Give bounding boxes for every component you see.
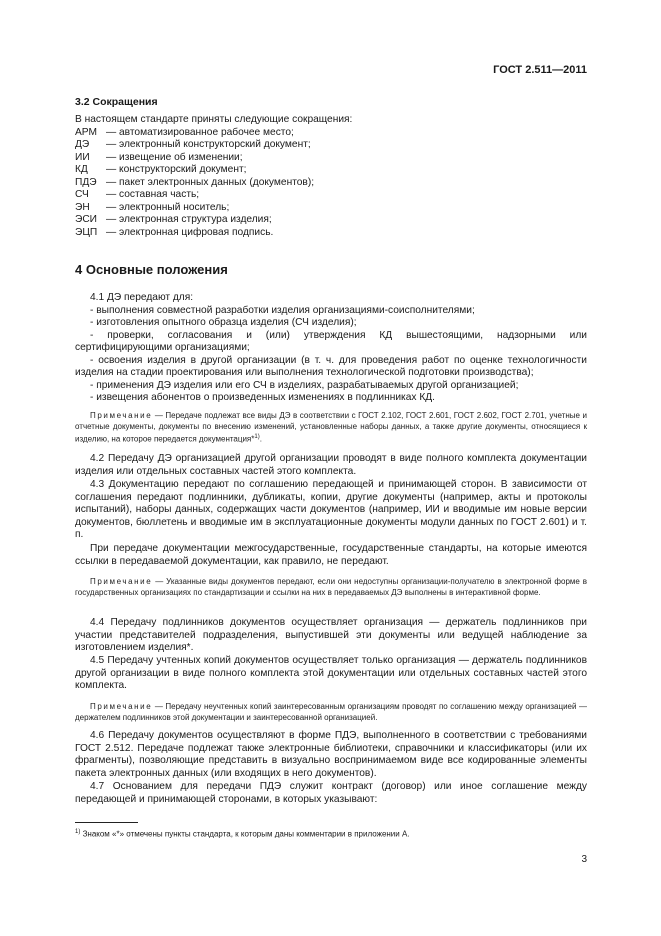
list-item: - освоения изделия в другой организации (в т. ч. для проведения работ по оценке технологичности изделия на стадии проектирования или выполнения технологической подготовки производства); bbox=[75, 354, 587, 378]
abbreviation-term: ПДЭ bbox=[75, 176, 97, 188]
footnote-mark: 1) bbox=[75, 829, 81, 835]
abbreviation-row bbox=[75, 127, 587, 140]
abbreviation-definition: — электронный конструкторский документ; bbox=[106, 139, 311, 150]
list-item: - применения ДЭ изделия или его СЧ в изделиях, разрабатываемых другой организацией; bbox=[90, 379, 519, 391]
abbreviation-term: ЭЦП bbox=[75, 226, 98, 238]
clause-text: 4.7 Основанием для передачи ПДЭ служит контракт (договор) или иное соглашение между передающей и принимающей сторонами, в которых указывают: bbox=[75, 781, 587, 805]
section-3-2 bbox=[75, 96, 587, 239]
abbreviation-row bbox=[75, 139, 587, 152]
list-item: - проверки, согласования и (или) утверждения КД вышестоящими, надзорными или сертифицирующими организациями; bbox=[75, 329, 587, 353]
clause-4-1 bbox=[75, 292, 587, 405]
abbreviation-definition: — конструкторский документ; bbox=[106, 164, 247, 175]
abbreviation-term: ЭСИ bbox=[75, 214, 98, 225]
abbreviation-term: КД bbox=[75, 164, 88, 175]
clause-4-2 bbox=[75, 453, 587, 478]
standard-header: ГОСТ 2.511—2011 bbox=[493, 64, 587, 76]
abbreviation-list bbox=[75, 127, 587, 240]
abbreviation-term: ДЭ bbox=[75, 139, 90, 150]
section-4-title-block bbox=[75, 262, 587, 277]
abbreviation-row bbox=[75, 214, 587, 227]
abbreviation-row bbox=[75, 152, 587, 165]
note-text: Примечание — Передачу неучтенных копий заинтересованным организациям проводят по соглашению между организацией — держателем подлинников этой документации и заинтересованной организацией. bbox=[75, 702, 587, 723]
page-number: 3 bbox=[581, 854, 587, 865]
clause-4-3b bbox=[75, 543, 587, 568]
clause-text: При передаче документации межгосударственные, государственные стандарты, на которые имеются ссылки в передаваемой документации, как правило, не передают. bbox=[75, 543, 587, 567]
abbreviation-definition: — электронная цифровая подпись. bbox=[106, 226, 274, 238]
list-item: - выполнения совместной разработки изделия организациями-соисполнителями; bbox=[90, 304, 475, 316]
abbreviation-row bbox=[75, 177, 587, 190]
abbreviation-term: АРМ bbox=[75, 126, 97, 138]
note-1 bbox=[75, 410, 587, 445]
abbreviation-definition: — автоматизированное рабочее место; bbox=[106, 126, 294, 138]
footnote-text: Знаком «*» отмечены пункты стандарта, к которым даны комментарии в приложении А. bbox=[80, 829, 410, 839]
abbreviation-definition: — электронный носитель; bbox=[106, 201, 230, 213]
note-label: Примечание bbox=[90, 577, 153, 586]
clause-4-1-list bbox=[75, 305, 587, 405]
abbreviation-term: ИИ bbox=[75, 151, 90, 163]
abbreviation-row bbox=[75, 227, 587, 240]
section-intro: В настоящем стандарте приняты следующие сокращения: bbox=[75, 114, 353, 125]
note-label: Примечание bbox=[90, 702, 153, 711]
footnote bbox=[75, 829, 410, 839]
abbreviation-definition: — пакет электронных данных (документов); bbox=[106, 176, 315, 188]
clause-4-4 bbox=[75, 617, 587, 655]
clause-text: 4.3 Документацию передают по соглашению передающей и принимающей сторон. В зависимости от соглашения передают подлинники, дубликаты, копии, другие документы (например, акты и протоколы испытаний), наборы данных, содержащих части документов (например, ИИ и вводимые им новые версии документов, бюллетень и вводимые им в эксплуатационные документы модули данных по ГОСТ 2.601) и т. п. bbox=[75, 479, 587, 540]
note-text: Примечание — Передаче подлежат все виды ДЭ в соответствии с ГОСТ 2.102, ГОСТ 2.601, ГОСТ 2.602, ГОСТ 2.701, учетные и отчетные документы, документы по внесению изменений, установленные наборы данных, а также другие документы, относящиеся к изделию, на которое передается документация*$^{1)}$. bbox=[75, 411, 587, 445]
footnote-divider bbox=[75, 822, 138, 823]
abbreviation-row bbox=[75, 202, 587, 215]
note-text: Примечание — Указанные виды документов передают, если они недоступны организации-получателю в электронной форме в государственных организациях по стандартизации и ссылки на них в передаваемых ДЭ выполнены в интерактивной форме. bbox=[75, 577, 587, 598]
list-item: - извещения абонентов о произведенных изменениях в подлинниках КД. bbox=[90, 392, 435, 403]
note-2 bbox=[75, 576, 587, 598]
clause-text: 4.2 Передачу ДЭ организацией другой организации проводят в виде полного комплекта документации изделия или отдельных составных частей этого комплекта. bbox=[75, 453, 587, 477]
abbreviation-definition: — составная часть; bbox=[106, 189, 200, 200]
clause-text: 4.5 Передачу учтенных копий документов осуществляет только организация — держатель подлинников другой организации в виде полного комплекта этой документации или отдельных составных частей этого комплекта. bbox=[75, 655, 587, 691]
note-3 bbox=[75, 701, 587, 723]
clause-lead: 4.1 ДЭ передают для: bbox=[90, 292, 194, 303]
abbreviation-term: СЧ bbox=[75, 189, 89, 200]
abbreviation-definition: — извещение об изменении; bbox=[106, 151, 243, 163]
clause-text: 4.4 Передачу подлинников документов осуществляет организация — держатель подлинников при участии представителей подразделения, выпустившей эти документы или ведущей наблюдение за изготовлением изделия*. bbox=[75, 617, 587, 653]
clause-4-3 bbox=[75, 479, 587, 542]
note-label: Примечание bbox=[90, 411, 153, 420]
clause-text: 4.6 Передачу документов осуществляют в форме ПДЭ, выполненного в соответствии с требованиями ГОСТ 2.512. Передаче подлежат также электронные библиотеки, справочники и классификаторы (или их фрагменты), позволяющие представить в визуально воспринимаемом виде все кодированные элементы пакета электронных данных (или входящих в него документов). bbox=[75, 730, 587, 779]
clause-4-5 bbox=[75, 655, 587, 693]
abbreviation-definition: — электронная структура изделия; bbox=[106, 214, 272, 225]
abbreviation-row bbox=[75, 164, 587, 177]
list-item: - изготовления опытного образца изделия (СЧ изделия); bbox=[90, 317, 357, 328]
section-title: 3.2 Сокращения bbox=[75, 96, 158, 108]
clause-4-6 bbox=[75, 730, 587, 780]
clause-4-7 bbox=[75, 781, 587, 806]
section-4-title: 4 Основные положения bbox=[75, 262, 228, 277]
abbreviation-term: ЭН bbox=[75, 201, 90, 213]
abbreviation-row bbox=[75, 189, 587, 202]
